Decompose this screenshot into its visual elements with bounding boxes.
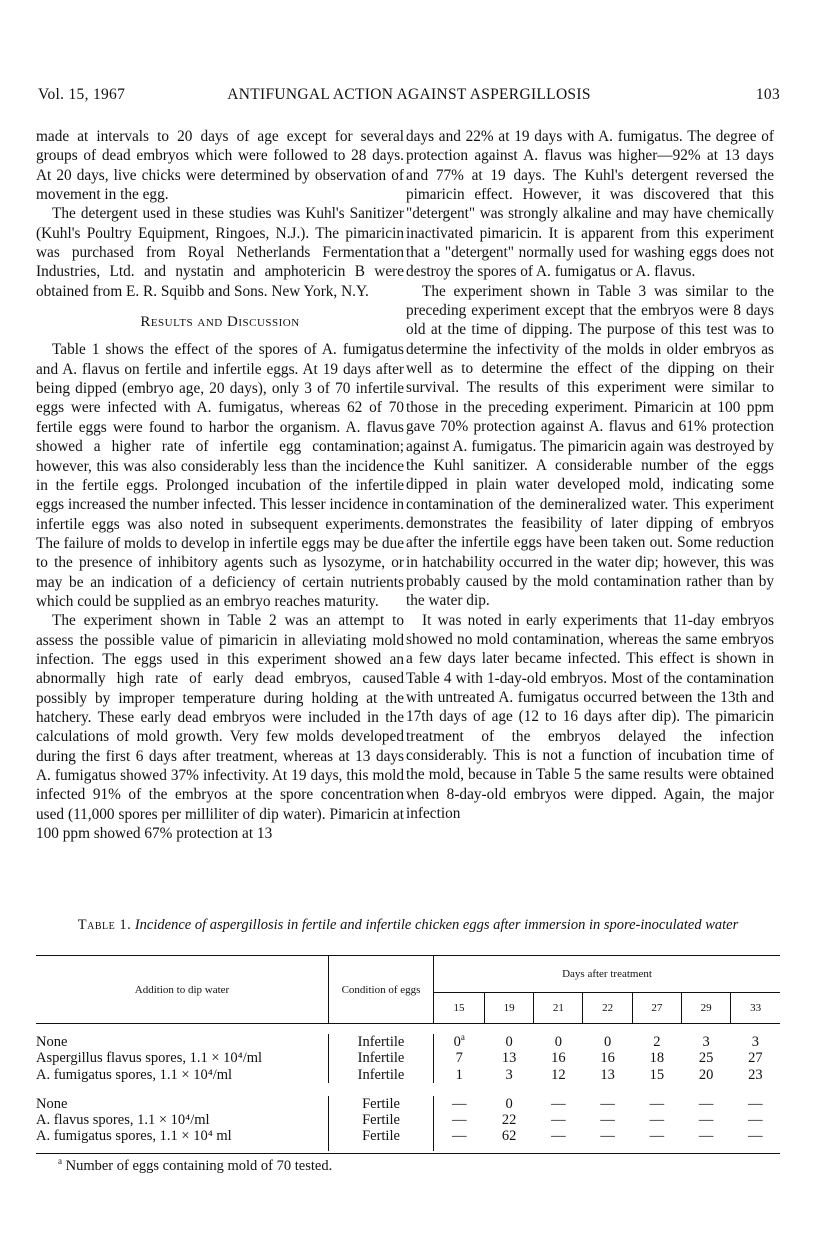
cell-value-text: — [698,1128,714,1145]
cell-value [681,1050,730,1066]
paragraph: Table 1 shows the effect of the spores of A. fumigatus and A. flavus on fertile and infertile eggs. At 19 days after being dipped (embryo age, 20 days), only 3 of 70 infertile eggs were infected with A. fumigatus, whereas 62 of 70 fertile eggs were found to harbor the organism. A. flavus showed a higher rate of infertile egg contamination; however, this was also considerably less than the incidence in the fertile eggs. Prolonged incubation of the infertile eggs increased the number infected. This lesser incidence in infertile eggs was also noted in subsequent experiments. The failure of molds to develop in infertile eggs may be due to the presence of inhibitory agents such as lysozyme, or may be an indication of a deficiency of certain nutrients which could be supplied as an embryo reaches maturity. [36,341,404,610]
left-column [36,127,404,843]
cell-condition: Infertile [329,1067,434,1083]
cell-value-text: — [698,1112,714,1129]
table-row [36,1050,780,1066]
section-heading: Results and Discussion [140,314,300,331]
cell-value-text: 16 [600,1050,615,1067]
cell-value-text: 62 [501,1128,517,1145]
cell-value [434,1112,485,1128]
table-row [36,1112,780,1128]
day-header-cell: 22 [583,993,632,1024]
cell-value [731,1034,780,1050]
cell-value [583,1067,632,1083]
cell-value [484,1067,533,1083]
cell-condition: Infertile [329,1034,434,1050]
running-header [38,86,780,108]
cell-value [632,1067,681,1083]
cell-value [632,1112,681,1128]
cell-value [534,1034,583,1050]
cell-value [434,1050,485,1066]
footnote-text: Number of eggs containing mold of 70 tested. [65,1158,333,1174]
cell-value-text: — [748,1128,763,1145]
cell-value-text: — [551,1095,566,1112]
cell-value-text: — [451,1095,467,1112]
cell-value-text: — [649,1128,665,1145]
cell-value-text: — [698,1095,714,1112]
cell-value-text: — [600,1112,615,1129]
cell-value-text: 2 [653,1034,661,1050]
cell-value [681,1128,730,1150]
cell-addition: Aspergillus flavus spores, 1.1 × 10⁴/ml [36,1050,263,1067]
cell-value [731,1112,780,1128]
cell-value [632,1034,681,1050]
cell-value [731,1096,780,1112]
cell-condition: Fertile [329,1096,434,1112]
paragraph: The detergent used in these studies was Kuhl's Sanitizer (Kuhl's Poultry Equipment, Ringoes, N.J.). The pimaricin was purchased from Royal Netherlands Fermentation Industries, Ltd. and nystatin and amphotericin B were obtained from E. R. Squibb and Sons. New York, N.Y. [36,205,404,300]
cell-value-text: 16 [551,1050,566,1067]
cell-value [681,1112,730,1128]
running-title: ANTIFUNGAL ACTION AGAINST ASPERGILLOSIS [227,86,591,103]
cell-value-text: — [551,1128,566,1145]
cell-value [484,1128,533,1150]
footnote-marker: a [460,1032,465,1043]
cell-value-text: — [451,1112,467,1129]
table-1 [36,955,780,1154]
table-caption-text: Incidence of aspergillosis in fertile and infertile chicken eggs after immersion in spore-inoculated water [134,917,739,933]
day-header-cell: 27 [632,993,681,1024]
cell-value [484,1096,533,1112]
column-header-days: Days after treatment [562,968,652,980]
cell-value-text: 0 [453,1034,461,1050]
cell-value-text: 3 [505,1066,513,1083]
cell-value-text: 20 [698,1066,714,1083]
cell-value-text: — [600,1095,615,1112]
cell-value-text: — [748,1112,763,1129]
cell-value [534,1050,583,1066]
cell-value [632,1096,681,1112]
footnote-marker: a [58,1156,62,1167]
column-header-addition: Addition to dip water [134,983,230,996]
cell-value-text: 0 [505,1095,513,1112]
cell-value [583,1096,632,1112]
cell-value [534,1067,583,1083]
cell-value [534,1128,583,1150]
paragraph: It was noted in early experiments that 11-day embryos showed no mold contamination, whereas the same embryos a few days later became infected. This effect is shown in Table 4 with 1-day-old embryos. Most of the contamination with untreated A. fumigatus occurred between the 13th and 17th days of age (12 to 16 days after dip). The pimaricin treatment of the embryos delayed the infection considerably. This is not a function of incubation time of the mold, because in Table 5 the same results were obtained when 8-day-old embryos were dipped. Again, the major infection [406,611,774,823]
cell-value [681,1067,730,1083]
cell-value [583,1128,632,1150]
cell-value-text: — [451,1128,467,1145]
cell-condition: Fertile [329,1128,434,1150]
cell-value [434,1034,485,1050]
cell-value-text: 25 [698,1050,714,1067]
cell-value-text: 27 [748,1050,763,1067]
cell-value-text: 13 [501,1050,517,1067]
paragraph: The experiment shown in Table 2 was an attempt to assess the possible value of pimaricin in alleviating mold infection. The eggs used in this experiment showed an abnormally high rate of early dead embryos, caused possibly by improper temperature during holding at the hatchery. These early dead embryos were included in the calculations of mold growth. Very few molds developed during the first 6 days after treatment, whereas at 13 days A. fumigatus showed 37% infectivity. At 19 days, this mold infected 91% of the embryos at the spore concentration used (11,000 spores per milliliter of dip water). Pimaricin at 100 ppm showed 67% protection at 13 [36,612,404,843]
cell-value-text: 0 [505,1034,513,1050]
day-header-cell: 29 [681,993,730,1024]
day-header-cell: 19 [484,993,533,1024]
table-footnote [58,1158,332,1175]
paragraph: days and 22% at 19 days with A. fumigatus. The degree of protection against A. flavus was higher—92% at 13 days and 77% at 19 days. The Kuhl's detergent reversed the pimaricin effect. However, it was discovered that this "detergent" was strongly alkaline and may have chemically inactivated pimaricin. It is apparent from this experiment that a "detergent" normally used for washing eggs does not destroy the spores of A. fumigatus or A. flavus. [406,128,774,281]
cell-value-text: 22 [501,1112,517,1129]
cell-value-text: — [551,1112,566,1129]
day-header-cell: 15 [434,993,485,1024]
cell-value-text: 12 [551,1066,566,1083]
paragraph: The experiment shown in Table 3 was similar to the preceding experiment except that the embryos were 8 days old at the time of dipping. The purpose of this test was to determine the infectivity of the molds in older embryos as well as to determine the effect of the dipping on their survival. The results of this experiment were similar to those in the preceding experiment. Pimaricin at 100 ppm gave 70% protection against A. flavus and 61% protection against A. fumigatus. The pimaricin again was destroyed by the Kuhl sanitizer. A considerable number of the eggs dipped in plain water developed mold, indicating some contamination of the demineralized water. This experiment demonstrates the feasibility of later dipping of embryos after the infertile eggs have been taken out. Some reduction in hatchability occurred in the water dip; however, this was probably caused by the mold contamination rather than by the water dip. [406,282,774,610]
cell-value-text: 0 [554,1034,562,1050]
cell-value [583,1050,632,1066]
cell-value [632,1050,681,1066]
cell-value [583,1112,632,1128]
cell-addition: A. flavus spores, 1.1 × 10⁴/ml [36,1112,210,1129]
cell-value-text: 7 [455,1050,463,1067]
day-header-cell: 33 [731,993,780,1024]
cell-value [731,1128,780,1150]
cell-value [484,1050,533,1066]
day-header-cell: 21 [534,993,583,1024]
cell-value-text: — [748,1095,763,1112]
cell-value [681,1096,730,1112]
cell-value-text: — [649,1112,665,1129]
table-caption [36,917,780,934]
table-row [36,1096,780,1112]
cell-value-text: 1 [455,1066,463,1083]
column-header-condition: Condition of eggs [329,956,434,1024]
table-row [36,1034,780,1050]
cell-value [534,1096,583,1112]
table-row [36,1128,780,1150]
cell-value-text: — [649,1095,665,1112]
cell-value [583,1034,632,1050]
right-column [406,127,774,823]
cell-condition: Fertile [329,1112,434,1128]
cell-value [731,1067,780,1083]
cell-value [681,1034,730,1050]
cell-value [632,1128,681,1150]
cell-value [434,1067,485,1083]
cell-value [434,1128,485,1150]
cell-value-text: — [600,1128,615,1145]
volume-label: Vol. 15, 1967 [38,86,126,103]
paragraph: made at intervals to 20 days of age except for several groups of dead embryos which were followed to 28 days. At 20 days, live chicks were determined by observation of movement in the egg. [36,128,404,204]
cell-value-text: 18 [649,1050,665,1067]
page-number: 103 [755,86,780,103]
cell-value-text: 3 [751,1034,759,1050]
table-caption-label: Table 1. [77,917,132,933]
cell-value-text: 23 [748,1066,763,1083]
cell-value-text: 3 [702,1034,710,1050]
table-row [36,1067,780,1083]
cell-addition: None [36,1034,68,1050]
cell-value [484,1112,533,1128]
cell-addition: A. fumigatus spores, 1.1 × 10⁴ ml [36,1128,232,1145]
cell-value-text: 0 [603,1034,612,1050]
cell-value-text: 15 [649,1066,665,1083]
cell-addition: None [36,1095,68,1112]
cell-value [484,1034,533,1050]
cell-value-text: 13 [600,1066,615,1083]
cell-value [434,1096,485,1112]
cell-condition: Infertile [329,1050,434,1066]
cell-value [534,1112,583,1128]
cell-addition: A. fumigatus spores, 1.1 × 10⁴/ml [36,1066,233,1083]
cell-value [731,1050,780,1066]
